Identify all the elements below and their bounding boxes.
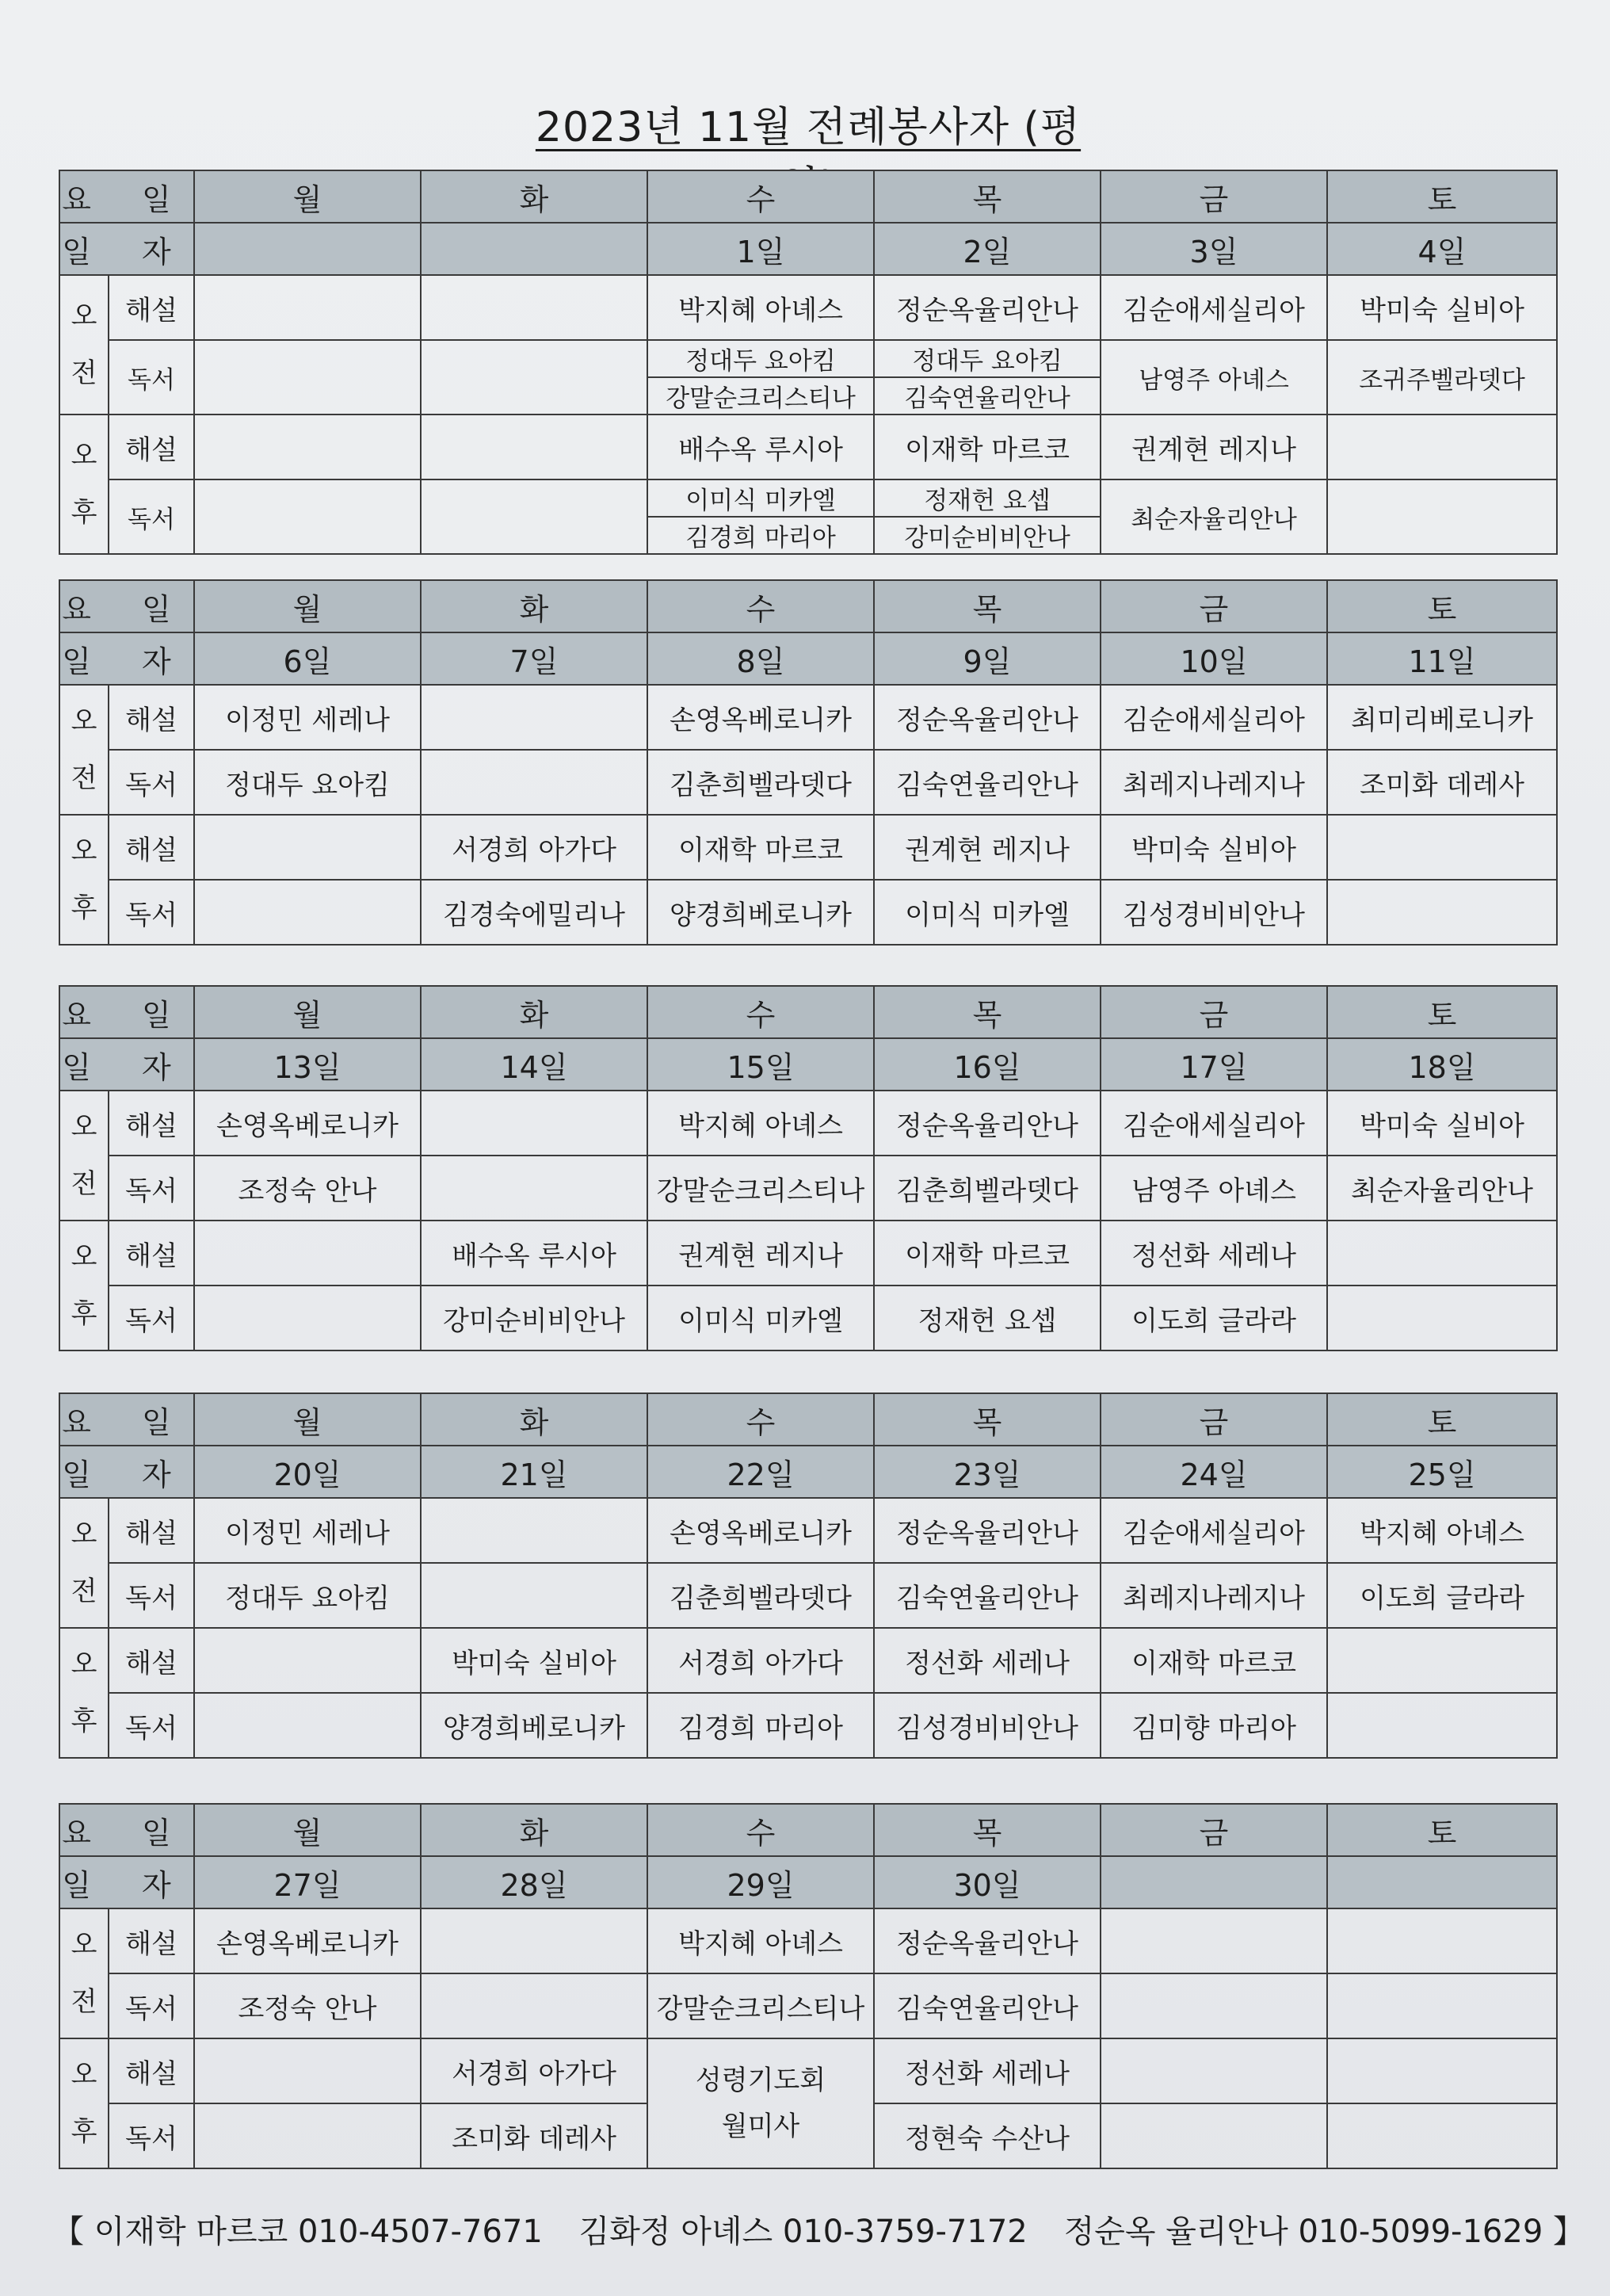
afternoon-label-char-2: 후: [71, 1706, 97, 1737]
commentary-cell: 이재학 마르코: [1101, 1628, 1327, 1693]
commentary-cell: 박미숙 실비아: [1101, 815, 1327, 880]
commentary-cell: [194, 1221, 421, 1286]
commentary-label: 해설: [109, 275, 194, 340]
commentary-cell: [1327, 1908, 1557, 1973]
contact-footer: [52, 2206, 1585, 2252]
reading-label: 독서: [109, 750, 194, 815]
morning-label-char-1: 오: [71, 705, 97, 737]
date-label: 일 자: [59, 223, 194, 275]
reading-cell: 김춘희벨라뎃다: [647, 750, 874, 815]
week-table-2: [59, 579, 1558, 946]
day-header: 목: [874, 1393, 1101, 1446]
reading-cell: 조미화 데레사: [1327, 750, 1557, 815]
afternoon-label-char-2: 후: [71, 2116, 97, 2148]
date-cell: 11일: [1327, 632, 1557, 685]
reading-cell: 김숙연율리안나: [874, 1973, 1101, 2038]
morning-label-char-1: 오: [71, 1929, 97, 1961]
reading-cell: [1327, 1286, 1557, 1350]
commentary-cell: 박미숙 실비아: [1327, 275, 1557, 340]
commentary-cell: 배수옥 루시아: [421, 1221, 647, 1286]
morning-label: [59, 275, 109, 415]
commentary-cell: 박지혜 아녜스: [647, 1908, 874, 1973]
afternoon-label-char-1: 오: [71, 1648, 97, 1680]
commentary-cell: [194, 415, 421, 479]
commentary-label: 해설: [109, 815, 194, 880]
commentary-label: 해설: [109, 2038, 194, 2103]
commentary-cell: 이재학 마르코: [874, 1221, 1101, 1286]
commentary-cell: [421, 415, 647, 479]
special-mass-line-1: 성령기도회: [695, 2065, 826, 2096]
reading-cell: 김경숙에밀리나: [421, 880, 647, 945]
day-header: 토: [1327, 1804, 1557, 1856]
commentary-cell: 김순애세실리아: [1101, 1091, 1327, 1156]
day-header: 수: [647, 580, 874, 632]
reading-cell: 강말순크리스티나: [647, 377, 874, 415]
commentary-cell: 서경희 아가다: [421, 2038, 647, 2103]
contact-1: 【 이재학 마르코 010-4507-7671: [52, 2214, 543, 2250]
reading-cell: 김성경비비안나: [1101, 880, 1327, 945]
commentary-cell: [1327, 815, 1557, 880]
day-header: 금: [1101, 580, 1327, 632]
date-label: 일 자: [59, 1446, 194, 1498]
weekday-label: 요 일: [59, 580, 194, 632]
day-header: 토: [1327, 170, 1557, 223]
day-header: 목: [874, 1804, 1101, 1856]
afternoon-label-char-1: 오: [71, 835, 97, 867]
commentary-cell: 정순옥율리안나: [874, 1908, 1101, 1973]
commentary-cell: 배수옥 루시아: [647, 415, 874, 479]
reading-cell: 정재헌 요셉: [874, 1286, 1101, 1350]
date-cell: 28일: [421, 1856, 647, 1908]
morning-label: [59, 1498, 109, 1628]
reading-cell: 김숙연율리안나: [874, 377, 1101, 415]
reading-cell: 정대두 요아킴: [194, 1563, 421, 1628]
reading-cell: [421, 750, 647, 815]
reading-cell: [1327, 880, 1557, 945]
commentary-label: 해설: [109, 1628, 194, 1693]
morning-label-char-1: 오: [71, 1519, 97, 1550]
weekday-label: 요 일: [59, 1804, 194, 1856]
commentary-cell: 손영옥베로니카: [194, 1908, 421, 1973]
special-mass-line-2: 월미사: [721, 2111, 800, 2142]
commentary-cell: 정순옥율리안나: [874, 1498, 1101, 1563]
reading-label: 독서: [109, 1973, 194, 2038]
commentary-cell: [421, 275, 647, 340]
reading-cell: 이미식 미카엘: [647, 1286, 874, 1350]
reading-cell: 조귀주벨라뎃다: [1327, 340, 1557, 415]
afternoon-label: [59, 1221, 109, 1350]
reading-cell: [194, 479, 421, 554]
reading-cell: 강말순크리스티나: [647, 1156, 874, 1221]
week-table-4: [59, 1392, 1558, 1759]
date-label: 일 자: [59, 1856, 194, 1908]
date-cell: 16일: [874, 1038, 1101, 1091]
day-header: 월: [194, 1804, 421, 1856]
day-header: 화: [421, 1393, 647, 1446]
day-header: 목: [874, 986, 1101, 1038]
reading-cell: 김춘희벨라뎃다: [647, 1563, 874, 1628]
date-cell: 24일: [1101, 1446, 1327, 1498]
commentary-cell: 정순옥율리안나: [874, 685, 1101, 750]
reading-cell: [194, 340, 421, 415]
commentary-cell: 권계현 레지나: [1101, 415, 1327, 479]
reading-cell: 양경희베로니카: [421, 1693, 647, 1758]
reading-cell: 이도희 글라라: [1327, 1563, 1557, 1628]
day-header: 금: [1101, 986, 1327, 1038]
date-cell: 7일: [421, 632, 647, 685]
morning-label: [59, 685, 109, 815]
date-cell: 15일: [647, 1038, 874, 1091]
date-cell: [194, 223, 421, 275]
day-header: 화: [421, 986, 647, 1038]
reading-label: 독서: [109, 1156, 194, 1221]
commentary-cell: [194, 2038, 421, 2103]
reading-cell: 김춘희벨라뎃다: [874, 1156, 1101, 1221]
reading-label: 독서: [109, 479, 194, 554]
reading-cell: 정대두 요아킴: [874, 340, 1101, 377]
commentary-cell: [1327, 415, 1557, 479]
day-header: 화: [421, 580, 647, 632]
morning-label-char-1: 오: [71, 1111, 97, 1143]
reading-cell: [1101, 2103, 1327, 2168]
date-cell: 23일: [874, 1446, 1101, 1498]
morning-label-char-2: 전: [71, 357, 97, 389]
reading-cell: 남영주 아녜스: [1101, 1156, 1327, 1221]
morning-label-char-2: 전: [71, 762, 97, 794]
date-cell: 17일: [1101, 1038, 1327, 1091]
commentary-cell: 박미숙 실비아: [421, 1628, 647, 1693]
special-mass-cell: [647, 2038, 874, 2168]
reading-cell: [194, 1286, 421, 1350]
commentary-cell: 서경희 아가다: [647, 1628, 874, 1693]
commentary-cell: [421, 685, 647, 750]
reading-cell: [421, 1973, 647, 2038]
afternoon-label-char-1: 오: [71, 2059, 97, 2091]
afternoon-label-char-2: 후: [71, 1298, 97, 1330]
reading-label: 독서: [109, 1693, 194, 1758]
contact-3: 정순옥 율리안나 010-5099-1629 】: [1063, 2214, 1585, 2250]
day-header: 월: [194, 580, 421, 632]
weekday-label: 요 일: [59, 1393, 194, 1446]
commentary-cell: [1101, 1908, 1327, 1973]
commentary-cell: 정선화 세레나: [874, 1628, 1101, 1693]
reading-label: 독서: [109, 2103, 194, 2168]
commentary-cell: 박지혜 아녜스: [647, 1091, 874, 1156]
reading-cell: 김숙연율리안나: [874, 750, 1101, 815]
morning-label: [59, 1908, 109, 2038]
reading-cell: [1327, 479, 1557, 554]
weekday-label: 요 일: [59, 170, 194, 223]
reading-cell: [194, 2103, 421, 2168]
reading-cell: 강말순크리스티나: [647, 1973, 874, 2038]
day-header: 토: [1327, 986, 1557, 1038]
week-table-3: [59, 985, 1558, 1351]
date-cell: 4일: [1327, 223, 1557, 275]
reading-cell: 남영주 아녜스: [1101, 340, 1327, 415]
reading-cell: 이미식 미카엘: [874, 880, 1101, 945]
afternoon-label: [59, 2038, 109, 2168]
reading-cell: 김경희 마리아: [647, 1693, 874, 1758]
commentary-cell: 정순옥율리안나: [874, 275, 1101, 340]
afternoon-label-char-1: 오: [71, 440, 97, 472]
afternoon-label: [59, 1628, 109, 1758]
reading-cell: 정재헌 요셉: [874, 479, 1101, 517]
day-header: 수: [647, 986, 874, 1038]
date-label: 일 자: [59, 1038, 194, 1091]
reading-cell: [421, 340, 647, 415]
reading-cell: 이도희 글라라: [1101, 1286, 1327, 1350]
reading-cell: [1101, 1973, 1327, 2038]
commentary-cell: 이재학 마르코: [647, 815, 874, 880]
reading-label: 독서: [109, 340, 194, 415]
reading-cell: [1327, 1693, 1557, 1758]
commentary-cell: [421, 1908, 647, 1973]
date-cell: 27일: [194, 1856, 421, 1908]
week-table-1: [59, 170, 1558, 555]
reading-cell: 이미식 미카엘: [647, 479, 874, 517]
commentary-cell: 이정민 세레나: [194, 685, 421, 750]
reading-cell: [421, 479, 647, 554]
date-cell: 10일: [1101, 632, 1327, 685]
commentary-cell: [1101, 2038, 1327, 2103]
date-cell: 9일: [874, 632, 1101, 685]
reading-cell: 조정숙 안나: [194, 1156, 421, 1221]
date-cell: [1101, 1856, 1327, 1908]
date-cell: 21일: [421, 1446, 647, 1498]
day-header: 금: [1101, 1393, 1327, 1446]
commentary-cell: 박지혜 아녜스: [1327, 1498, 1557, 1563]
commentary-cell: [194, 275, 421, 340]
reading-cell: 최순자율리안나: [1327, 1156, 1557, 1221]
reading-cell: 정대두 요아킴: [194, 750, 421, 815]
reading-cell: [1327, 2103, 1557, 2168]
commentary-cell: 권계현 레지나: [874, 815, 1101, 880]
reading-cell: 김미향 마리아: [1101, 1693, 1327, 1758]
day-header: 월: [194, 986, 421, 1038]
commentary-cell: 권계현 레지나: [647, 1221, 874, 1286]
reading-cell: [1327, 1973, 1557, 2038]
date-cell: 6일: [194, 632, 421, 685]
commentary-cell: 정선화 세레나: [874, 2038, 1101, 2103]
commentary-label: 해설: [109, 685, 194, 750]
week-table-5: [59, 1803, 1558, 2169]
afternoon-label-char-1: 오: [71, 1241, 97, 1273]
commentary-cell: 김순애세실리아: [1101, 685, 1327, 750]
date-cell: [421, 223, 647, 275]
commentary-cell: 김순애세실리아: [1101, 1498, 1327, 1563]
reading-cell: 강미순비비안나: [874, 517, 1101, 554]
reading-cell: 김숙연율리안나: [874, 1563, 1101, 1628]
date-cell: 29일: [647, 1856, 874, 1908]
commentary-cell: 최미리베로니카: [1327, 685, 1557, 750]
reading-cell: 조정숙 안나: [194, 1973, 421, 2038]
reading-label: 독서: [109, 1286, 194, 1350]
day-header: 화: [421, 1804, 647, 1856]
page-title: 2023년 11월 전례봉사자 (평: [535, 104, 1082, 151]
date-cell: 22일: [647, 1446, 874, 1498]
afternoon-label-char-2: 후: [71, 892, 97, 924]
commentary-cell: 박미숙 실비아: [1327, 1091, 1557, 1156]
date-cell: 18일: [1327, 1038, 1557, 1091]
commentary-label: 해설: [109, 415, 194, 479]
date-cell: 13일: [194, 1038, 421, 1091]
day-header: 토: [1327, 580, 1557, 632]
commentary-cell: [1327, 2038, 1557, 2103]
commentary-cell: 정선화 세레나: [1101, 1221, 1327, 1286]
commentary-cell: 김순애세실리아: [1101, 275, 1327, 340]
reading-cell: 정현숙 수산나: [874, 2103, 1101, 2168]
date-cell: 3일: [1101, 223, 1327, 275]
commentary-label: 해설: [109, 1908, 194, 1973]
reading-cell: [194, 880, 421, 945]
day-header: 월: [194, 1393, 421, 1446]
date-cell: 30일: [874, 1856, 1101, 1908]
day-header: 화: [421, 170, 647, 223]
commentary-cell: 이재학 마르코: [874, 415, 1101, 479]
reading-cell: 조미화 데레사: [421, 2103, 647, 2168]
commentary-label: 해설: [109, 1498, 194, 1563]
reading-cell: 양경희베로니카: [647, 880, 874, 945]
weekday-label: 요 일: [59, 986, 194, 1038]
day-header: 수: [647, 1804, 874, 1856]
commentary-cell: [421, 1498, 647, 1563]
reading-cell: 정대두 요아킴: [647, 340, 874, 377]
morning-label: [59, 1091, 109, 1221]
commentary-cell: [1327, 1221, 1557, 1286]
date-cell: 8일: [647, 632, 874, 685]
reading-cell: 최순자율리안나: [1101, 479, 1327, 554]
date-cell: 2일: [874, 223, 1101, 275]
afternoon-label-char-2: 후: [71, 497, 97, 529]
commentary-label: 해설: [109, 1091, 194, 1156]
date-cell: 25일: [1327, 1446, 1557, 1498]
commentary-cell: 손영옥베로니카: [647, 685, 874, 750]
afternoon-label: [59, 815, 109, 945]
day-header: 목: [874, 170, 1101, 223]
commentary-cell: [421, 1091, 647, 1156]
commentary-cell: 서경희 아가다: [421, 815, 647, 880]
commentary-cell: 박지혜 아녜스: [647, 275, 874, 340]
commentary-cell: 손영옥베로니카: [647, 1498, 874, 1563]
commentary-cell: [1327, 1628, 1557, 1693]
commentary-cell: 손영옥베로니카: [194, 1091, 421, 1156]
reading-cell: [421, 1156, 647, 1221]
commentary-cell: 이정민 세레나: [194, 1498, 421, 1563]
afternoon-label: [59, 415, 109, 554]
day-header: 금: [1101, 170, 1327, 223]
reading-cell: 김성경비비안나: [874, 1693, 1101, 1758]
day-header: 금: [1101, 1804, 1327, 1856]
commentary-label: 해설: [109, 1221, 194, 1286]
day-header: 수: [647, 1393, 874, 1446]
commentary-cell: [194, 1628, 421, 1693]
morning-label-char-2: 전: [71, 1168, 97, 1200]
reading-cell: 최레지나레지나: [1101, 750, 1327, 815]
commentary-cell: [194, 815, 421, 880]
date-cell: 1일: [647, 223, 874, 275]
reading-cell: [421, 1563, 647, 1628]
date-label: 일 자: [59, 632, 194, 685]
morning-label-char-2: 전: [71, 1576, 97, 1607]
morning-label-char-2: 전: [71, 1986, 97, 2018]
day-header: 토: [1327, 1393, 1557, 1446]
date-cell: [1327, 1856, 1557, 1908]
day-header: 수: [647, 170, 874, 223]
day-header: 월: [194, 170, 421, 223]
reading-cell: [194, 1693, 421, 1758]
reading-cell: 최레지나레지나: [1101, 1563, 1327, 1628]
date-cell: 14일: [421, 1038, 647, 1091]
contact-2: 김화정 아녜스 010-3759-7172: [578, 2214, 1028, 2250]
reading-label: 독서: [109, 1563, 194, 1628]
morning-label-char-1: 오: [71, 300, 97, 332]
reading-label: 독서: [109, 880, 194, 945]
reading-cell: 강미순비비안나: [421, 1286, 647, 1350]
day-header: 목: [874, 580, 1101, 632]
commentary-cell: 정순옥율리안나: [874, 1091, 1101, 1156]
reading-cell: 김경희 마리아: [647, 517, 874, 554]
date-cell: 20일: [194, 1446, 421, 1498]
